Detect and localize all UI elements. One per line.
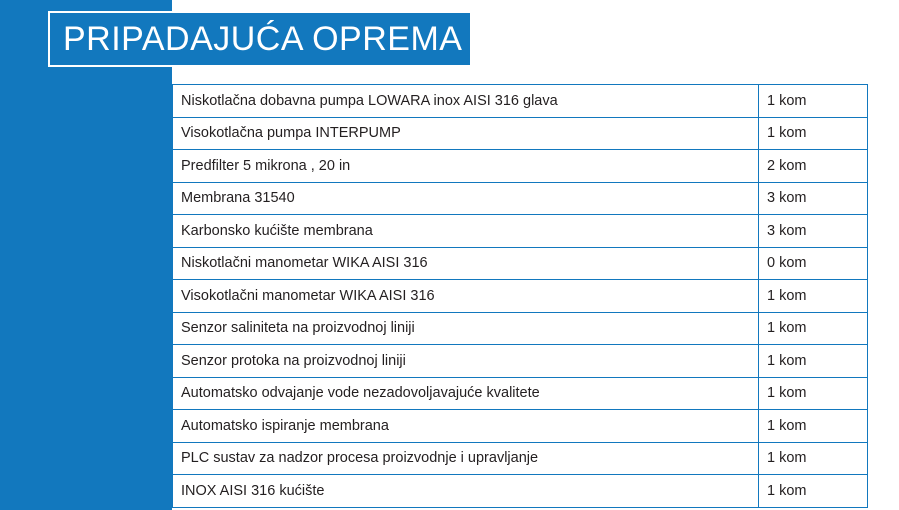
table-row xyxy=(173,442,868,475)
equipment-item: Predfilter 5 mikrona , 20 in xyxy=(173,150,759,183)
equipment-item: PLC sustav za nadzor procesa proizvodnje i upravljanje xyxy=(173,442,759,475)
equipment-qty: 1 kom xyxy=(759,345,868,378)
equipment-item: Niskotlačna dobavna pumpa LOWARA inox AISI 316 glava xyxy=(173,85,759,118)
equipment-qty: 1 kom xyxy=(759,280,868,313)
table-row xyxy=(173,182,868,215)
equipment-item: Membrana 31540 xyxy=(173,182,759,215)
left-accent-band xyxy=(0,0,172,510)
equipment-item: Senzor protoka na proizvodnoj liniji xyxy=(173,345,759,378)
equipment-item: Visokotlačna pumpa INTERPUMP xyxy=(173,117,759,150)
equipment-qty: 1 kom xyxy=(759,85,868,118)
equipment-qty: 1 kom xyxy=(759,117,868,150)
equipment-qty: 1 kom xyxy=(759,475,868,508)
equipment-qty: 3 kom xyxy=(759,182,868,215)
table-row xyxy=(173,150,868,183)
table-row xyxy=(173,410,868,443)
table-row xyxy=(173,312,868,345)
equipment-qty: 3 kom xyxy=(759,215,868,248)
equipment-item: INOX AISI 316 kućište xyxy=(173,475,759,508)
equipment-item: Karbonsko kućište membrana xyxy=(173,215,759,248)
equipment-item: Senzor saliniteta na proizvodnoj liniji xyxy=(173,312,759,345)
table-row xyxy=(173,85,868,118)
equipment-qty: 1 kom xyxy=(759,410,868,443)
page-title: PRIPADAJUĆA OPREMA xyxy=(63,20,463,58)
table-row xyxy=(173,475,868,508)
equipment-item: Niskotlačni manometar WIKA AISI 316 xyxy=(173,247,759,280)
table-row xyxy=(173,345,868,378)
equipment-qty: 2 kom xyxy=(759,150,868,183)
table-row xyxy=(173,117,868,150)
equipment-table xyxy=(172,84,868,508)
equipment-item: Automatsko ispiranje membrana xyxy=(173,410,759,443)
table-row xyxy=(173,247,868,280)
slide-title-box xyxy=(48,11,472,67)
table-row xyxy=(173,377,868,410)
equipment-qty: 1 kom xyxy=(759,377,868,410)
equipment-qty: 0 kom xyxy=(759,247,868,280)
equipment-item: Visokotlačni manometar WIKA AISI 316 xyxy=(173,280,759,313)
equipment-qty: 1 kom xyxy=(759,442,868,475)
table-row xyxy=(173,280,868,313)
equipment-item: Automatsko odvajanje vode nezadovoljavajuće kvalitete xyxy=(173,377,759,410)
table-row xyxy=(173,215,868,248)
equipment-table-body xyxy=(173,85,868,508)
equipment-qty: 1 kom xyxy=(759,312,868,345)
